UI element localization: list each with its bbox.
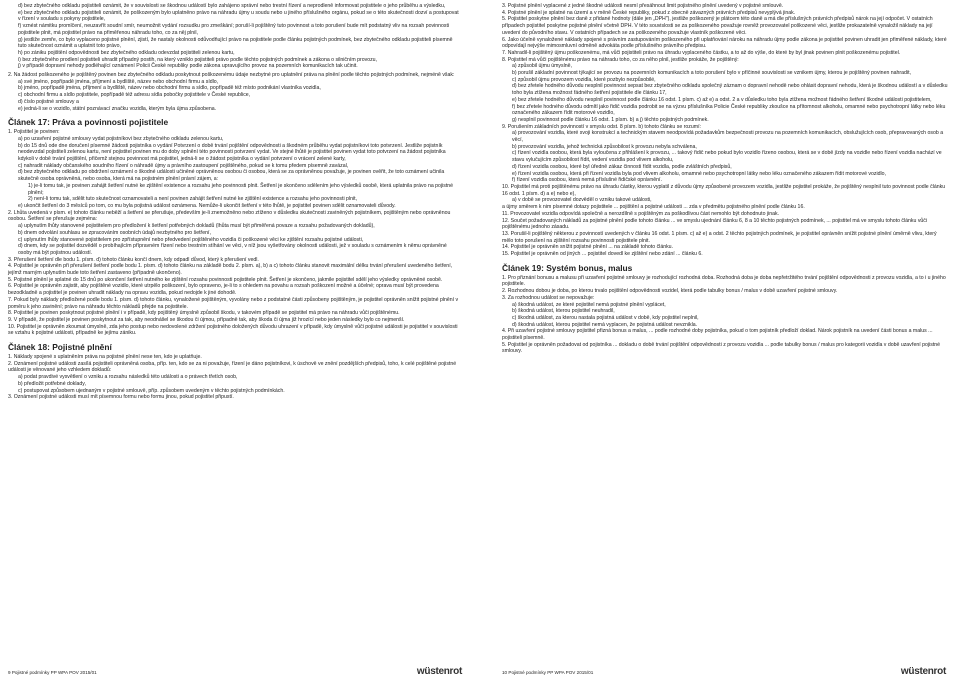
paragraph: 14. Pojistitel je oprávněn snížit pojistné plnění ... na základě tohoto článku. xyxy=(502,244,674,251)
paragraph: c) uplynutím lhůty stanovené pojistitelem pro zpřístupnění nebo předvedení pojištěného vozidla či poškozené věci ke zjištění rozsahu pojistné události, xyxy=(18,236,364,243)
right-page-label: 10 Pojistné podmínky PP WPA POV 2015/01 xyxy=(502,670,594,675)
paragraph: b) provozování vozidla, jehož technická způsobilost k provozu nebyla schválena, xyxy=(512,143,697,150)
article-18-title: Článek 18: Pojistné plnění xyxy=(8,342,112,353)
paragraph: 6. Jako účelně vynaložené náklady spojené s právním zastupováním poškozeného při uplatňování nároku na náhradu újmy podle zákona je pojistitel povinen uhradit jen přiměřené náklady, které odpovídají nejvýše mimosmluvní odměně advokáta podle příslušného právního předpisu. xyxy=(502,36,947,50)
paragraph: 15. Pojistitel je oprávněn od jiných ... pojistitel dovedl ke zjištění nebo zdání ... článku 6. xyxy=(502,251,703,258)
paragraph: d) bez zřetele hodného důvodu nesplnil povinnost sepsat bez zbytečného odkladu společný záznam o dopravní nehodě nebo ohlásit dopravní nehodu, která je škodnou událostí a v důsledku toho byla ztížena možnost řádného šetření pojistitele dle článku 17, xyxy=(512,83,948,97)
paragraph: 13. Porušil-li pojištěný některou z povinností uvedených v článku 16 odst. 1 písm. c) až e) a odst. 2 těchto pojistných podmínek, je pojistitel oprávněn snížit pojistné plnění úměrně vlivu, který mělo toto porušení na zjištění rozsahu povinnosti pojistitele plnit. xyxy=(502,230,937,244)
paragraph: 1) je-li tomu tak, je povinen zahájit šetření nutné ke zjištění existence a rozsahu jeho povinnosti plnit. Šetření je skončeno sdělením jeho výsledků osobě, která uplatnila právo na pojistné plnění; xyxy=(28,182,454,196)
paragraph: g) nesplnil povinnost podle článku 16 odst. 1 písm. b) a j) těchto pojistných podmínek. xyxy=(512,116,709,123)
right-item-8-subs xyxy=(502,63,948,123)
paragraph: c) škodná událost, za kterou nastala pojistná událost v době, kdy pojistitel neplnil, xyxy=(512,314,699,321)
paragraph: a) uplynutím lhůty stanovené pojistitelem pro předložení k šetření potřebných dokladů (lhůta musí být přiměřená povaze a rozsahu požadovaných dokladů), xyxy=(18,223,375,230)
paragraph: 3. Oznámení pojistné události musí mít písemnou formu nebo formu jinou, pokud pojistitel připustí. xyxy=(8,394,234,401)
paragraph: b) jméno, popřípadě jména, příjmení a bydliště, název nebo obchodní firmu a sídlo, popřípadě též místo podnikání vlastníka vozidla, xyxy=(18,85,321,92)
article-17-body xyxy=(8,129,462,337)
paragraph: c) řízení vozidla osobou, která byla vyloučena z přihlášení k provozu, ... takový řidič nebo pokud bylo vozidlo řízeno osobou, která se v době jízdy na vozidle nebo řízení vozidla nachází ve stavu vylučujícím způsobilost řídit, vedení vozidla pod vlivem alkoholu, xyxy=(512,150,942,164)
paragraph: 8. Pojistitel má vůči pojištěnému právo na náhradu toho, co za něho plnil, jestliže prokáže, že pojištěný: xyxy=(502,56,739,63)
paragraph: 5. Pojistitel poskytne plnění bez daně z přidané hodnoty (dále jen „DPH"), jestliže poškozený je plátcem této daně a má dle příslušných právních předpisů nárok na její odpočet. V ostatních případech pojistitel poskytne pojistné plnění včetně DPH. V této souvislosti se za poškozeného považuje rovněž provozovatel poškozené věci, jestliže prokazatelně vynaložil náklady na její uvedení do původního stavu. V ostatních případech se za poškozeného považuje vlastník poškozené věci. xyxy=(502,16,933,36)
paragraph: a) škodná událost, ze které pojistitel nemá pojistné plnění vyplácet, xyxy=(512,301,666,308)
paragraph: 4. Při uzavření pojistné smlouvy pojistitel přizná bonus a malus, ... podle rozhodné doby pojistníka, pokud o tom pojistník předloží doklad. Nárok pojistník na uvedení části bonus a malus ... pojistiteli písemně. xyxy=(502,328,933,342)
paragraph: b) do 15 dnů ode dne doručení písemné žádosti pojistníka o vydání Potvrzení o době trvání pojištění odpovědnosti a škodném průběhu vydat pojistníkovi toto potvrzení. Jestliže pojistník neodevzdal pojistiteli zelenou kartu, není pojistitel povinen mu do doby splnění této povinnosti potvrzení vydat. Ve stejné lhůtě je pojistitel povinen vydat toto potvrzení na žádost pojistníka kdykoli v době trvání pojištění, přičemž stejnou povinnost má pojistitel, jedná-li se o žádost pojistníka o vydání potvrzení o vrácení zelené karty, xyxy=(18,142,446,163)
paragraph: j) v případě dopravní nehody podléhající oznámení Policii České republiky podle zákona upravujícího provoz na pozemních komunikacích tak učinit. xyxy=(18,63,358,70)
paragraph: a) způsobil újmu úmyslně, xyxy=(512,63,572,70)
article-18-body xyxy=(8,354,462,401)
right-page xyxy=(484,0,956,680)
paragraph: a) po uzavření pojistné smlouvy vydat pojistníkovi bez zbytečného odkladu zelenou kartu, xyxy=(18,135,224,142)
paragraph: 1. Náklady spojené s uplatněním práva na pojistné plnění nese ten, kdo je uplatňuje. xyxy=(8,354,202,361)
paragraph: e) ukončit šetření do 3 měsíců po tom, co mu byla pojistná událost oznámena. Nemůže-li ukončit šetření v této lhůtě, je pojistitel povinen sdělit oznamovateli důvody. xyxy=(18,202,396,209)
paragraph: c) postupovat způsobem ujednaným v pojistné smlouvě, příp. způsobem uvedeným v těchto pojistných podmínkách. xyxy=(18,387,285,394)
paragraph: 7. Pokud byly náklady předložené podle bodu 1. písm. d) tohoto článku, vynaložené pojištěným, vyvolány nebo z podstatné části způsobeny pojištěným, je pojistitel oprávněn snížit pojistné plnění v poměru k jeho zavinění; právo na náhradu těchto nákladů přejde na pojistitele. xyxy=(8,296,459,310)
left-page-label: 9 Pojistné podmínky PP WPA POV 2015/01 xyxy=(8,670,97,675)
paragraph: 6. Pojistitel je oprávněn zajistit, aby pojištěné vozidlo, které utrpělo poškození, bylo opraveno, je-li to s ohledem na povahu a rozsah poškození možné a účelné; oprava musí být provedena bezodkladně a pojistitel je povinen uhradit náklady na opravu vozidla, pokud nedojde k jiné dohodě. xyxy=(8,283,439,297)
wustenrot-logo: wüstenrot xyxy=(416,666,462,677)
paragraph: b) škodná událost, kterou pojistitel neuhradil, xyxy=(512,308,615,315)
paragraph: 5. Pojistitel je oprávněn požadovat od pojistníka ... dokladu o době trvání pojištění odpovědnosti z provozu vozidla ... podle tabulky bonus / malus pro kategorii vozidla v době uzavření pojistné smlouvy. xyxy=(502,341,941,355)
paragraph: b) dnem odvolání souhlasu se zpracováním osobních údajů nezbytného pro šetření, xyxy=(18,229,211,236)
paragraph: f) vznést námitku promlčení, neuzavřít soudní smír, neumožnit vydání rozsudku pro zmeškání; poruší-li pojištěný tuto povinnost a toto porušení bude mít podstatný vliv na rozsah povinnosti pojistitele plnit, má pojistitel právo na přiměřenou náhradu toho, co za něj plnil, xyxy=(18,23,450,36)
paragraph: d) řízení vozidla osobou, které byl úředně zákaz činnosti řídit vozidla, podle zvláštních předpisů, xyxy=(512,163,732,170)
paragraph: g) jestliže zemře, co bylo vyplaceno pojistné plnění, zjistí, že nastaly okolnosti odůvodňující právo na pojistitele podle článku pojistných podmínek, bez zbytečného odkladu pojistiteli písemně tuto skutečnost oznámit a uplatnit toto právo, xyxy=(18,36,453,50)
paragraph: 4. Pojistitel je oprávněn při přerušení šetření podle bodu 1. písm. d) tohoto článku na základě bodu 2. písm. a), b) a c) tohoto článku stanovit maximální délku trvání přerušení uvedeného šetření, jejímž marným uplynutím bude toto šetření zastaveno (případně ukončeno). xyxy=(8,263,453,277)
paragraph: c) obchodní firmu a sídlo pojistitele, popřípadě též adresu sídla pobočky pojistitele v České republice, xyxy=(18,92,251,99)
paragraph: 10. Pojistitel má proti pojištěnému právo na úhradu částky, kterou vyplatil z důvodu újmy způsobené provozem vozidla, jestliže pojistitel prokáže, že pojištěný nesplnil tuto povinnost podle článku 16 odst. 1 písm. d) a e) nebo e), xyxy=(502,183,946,197)
paragraph: d) škodná událost, kterou pojistitel nemá vyplacen, že pojistná událost nevznikla. xyxy=(512,321,698,328)
paragraph: 1. Pojistitel je povinen: xyxy=(8,129,60,136)
paragraph: 4. Pojistné plnění je splatné na území a v měně České republiky, pokud z obecně závazných právních předpisů nevyplývá jinak. xyxy=(502,9,796,16)
paragraph: f) bez zřetele hodného důvodu odmítl jako řidič vozidla podrobit se na výzvu příslušníka Policie České republiky zkoušce na přítomnost alkoholu, omamné nebo psychotropní látky nebo léku označeného zákazem řídit motorové vozidlo, xyxy=(512,103,946,117)
paragraph: e) bez zbytečného odkladu pojistiteli oznámit, že poškozeným bylo uplatněno právo na náhradu újmy u soudu nebo u jiného příslušného orgánu, pokud se o této skutečnosti dozví a postupovat v řízení v souladu s pokyny pojistitele, xyxy=(18,9,459,23)
left-page xyxy=(0,0,472,680)
paragraph: b) předložit potřebné doklady, xyxy=(18,380,86,387)
paragraph: 8. Pojistitel je povinen poskytnout pojistné plnění i v případě, kdy pojištěný úmyslně způsobil škodu, v takovém případě se pojistitel má právo na náhradu vůči pojištěnému. xyxy=(8,310,400,317)
paragraph: d) dnem, kdy se pojistitel dozvěděl o probíhajícím přípravném řízení nebo trestním stíhání ve věci, v níž jsou vyšetřovány okolnosti události, jež v souladu s oznámením k němu oprávněné osoby má být pojistnou událostí. xyxy=(18,243,447,256)
paragraph: 9. Porušením základních povinností v smyslu odst. 8 písm. b) tohoto článku se rozumí: xyxy=(502,123,701,130)
article-19-title: Článek 19: Systém bonus, malus xyxy=(502,262,633,273)
paragraph: 2) není-li tomu tak, sdělit tuto skutečnost oznamovateli a není povinen zahájit šetření nutné ke zjištění existence a rozsahu jeho povinnosti plnit, xyxy=(28,196,358,203)
paragraph: i) bez zbytečného prodlení pojistiteli uhradit případný postih, na který vzniklo pojistiteli právo podle těchto pojistných podmínek a zákona o silničním provozu, xyxy=(18,56,377,63)
paragraph: 2. Lhůta uvedená v písm. e) tohoto článku neběží a šetření se přerušuje, především je-li znemožněno nebo ztíženo v důsledku skutečnosti zaviněných pojistníkem, pojištěným nebo oprávněnou osobou. Šetření se přerušuje zejména: xyxy=(8,209,451,223)
paragraph: 12. Součet požadovaných nákladů za pojistné plnění podle tohoto článku ... ve smyslu ujednání článku 6, 8 a 10 těchto pojistných podmínek, ... pojistitel má ve smyslu tohoto článku vůči pojištěnému jednoho zásadu. xyxy=(502,217,928,231)
paragraph: h) po zániku pojištění odpovědnosti bez zbytečného odkladu odevzdat pojistiteli zelenou kartu, xyxy=(18,49,235,56)
paragraph: 3. Přerušení šetření dle bodu 1. písm. d) tohoto článku končí dnem, kdy odpadl důvod, který k přerušení vedl. xyxy=(8,256,259,263)
right-top-items xyxy=(502,3,948,63)
paragraph: a) v době se provozovatel dozvěděl o vzniku takové události, xyxy=(512,197,652,204)
paragraph: e) řízení vozidla osobou, která při řízení vozidla byla pod vlivem alkoholu, omamné nebo psychotropní látky nebo léku označeného zákazem řídit motorové vozidlo, xyxy=(512,170,886,177)
paragraph: 1. Pro přiznání bonusu a malusu při uzavření pojistné smlouvy je rozhodující rozhodná doba. Rozhodná doba je doba nepřetržitého trvání pojištění odpovědnosti z provozu vozidla, a to i u jiného pojistitele. xyxy=(502,274,946,288)
paragraph: 5. Pojistné plnění je splatné do 15 dnů po ukončení šetření nutného ke zjištění rozsahu povinnosti pojistitele plnit. Šetření je skončeno, jakmile pojistitel sdělí jeho výsledky oprávněné osobě. xyxy=(8,276,443,283)
paragraph: d) číslo pojistné smlouvy a xyxy=(18,98,79,105)
left-top-items xyxy=(8,3,462,70)
paragraph: 9. V případě, že pojistitel je povinen poskytnout za tak, aby neodnášel se škodou či újmou, případně tak, aby škoda či újma již hrozící nebo jeden následky bylo co nejmenší. xyxy=(8,316,405,323)
left-item-2: 2. Na žádost poškozeného je pojištěný povinen bez zbytečného odkladu poskytnout poškozenému údaje nezbytné pro uplatnění práva na plnění podle těchto pojistných podmínek, nejméně však: xyxy=(8,72,455,79)
left-footer xyxy=(0,663,472,675)
paragraph: 11. Provozovatel vozidla odpovídá společně a nerozdílně s pojištěným za poškodlivou část nemohlo být dohodnuto jinak. xyxy=(502,210,780,217)
wustenrot-logo: wüstenrot xyxy=(900,666,946,677)
paragraph: 3. Pojistné plnění vyplacené z jedné škodné události nesmí přesáhnout limit pojistného plnění uvedený v pojistné smlouvě. xyxy=(502,3,784,9)
paragraph: c) způsobil újmu provozem vozidla, které pozbylo nezpůsobilé, xyxy=(512,76,656,83)
paragraph: a újmy směrem k nim písemné dotazy pojistitele ... pojištění a pojistné události ... zda v předmětu pojistného plnění podle článku 16. xyxy=(502,204,805,211)
right-footer xyxy=(484,663,956,675)
paragraph: d) bez zbytečného odkladu po obdržení oznámení o škodné události učiněné oprávněnou osobou či osobou, která se za oprávněnou považuje, je povinen ověřit, že toto oznámení učinila skutečně osoba oprávněná, nebo osoba, která má na pojistném plnění právní zájem, a: xyxy=(18,169,445,183)
article-17-title: Článek 17: Práva a povinnosti pojistitele xyxy=(8,117,169,128)
paragraph: e) bez zřetele hodného důvodu nesplnil povinnost podle článku 16 odst. 1 písm. c) až e) a odst. 2 a v důsledku toho byla ztížena možnost řádného šetření škodné události pojistitelem, xyxy=(512,96,932,103)
right-items-b xyxy=(502,124,948,258)
paragraph: a) své jméno, popřípadě jména, příjmení a bydliště, název nebo obchodní firmu a sídlo, xyxy=(18,78,219,85)
paragraph: d) bez zbytečného odkladu pojistiteli oznámit, že v souvislosti se škodnou událostí bylo zahájeno správní nebo trestní řízení a neprodleně informovat pojistitele o jeho průběhu a výsledku, xyxy=(18,3,446,9)
paragraph: e) jedná-li se o vozidlo, státní poznávací značku vozidla, kterým byla újma způsobena. xyxy=(18,105,217,112)
paragraph: 2. Rozhodnou dobou je doba, po kterou trvalo pojištění odpovědnosti vozidel, která podle tabulky bonus / malus v době uzavření pojistné smlouvy. xyxy=(502,288,838,295)
paragraph: 2. Oznámení pojistné události zasílá pojistiteli oprávněná osoba, příp. ten, kdo se za ni považuje, řízení je dáno pojistníkovi, k úschově ve znění pozdějších předpisů, toho, k celé pojištěné pojistné události je věnované jeho vzhledem dokladů: xyxy=(8,360,457,374)
paragraph: b) porušil základní povinnost týkající se provozu na pozemních komunikacích a toto porušení bylo v příčinné souvislosti se vznikem újmy, kterou je pojištěný povinen nahradit, xyxy=(512,70,911,77)
paragraph: 10. Pojistitel je oprávněn zkoumat úmyslně, zda jeho postup nebo nedovolené zdržení pojistného doložených důvodu uhrazení v případě, kdy úmyslně vůči pojistné události je pojistitel v souvislosti se vztahu k pojistné události, případně ke jejímu zániku. xyxy=(8,323,458,337)
article-19-body xyxy=(502,275,948,355)
paragraph: c) nahradit náklady občanského soudního řízení o náhradě újmy a právního zastoupení pojištěného, pokud se k tomu předem písemně zavázal, xyxy=(18,162,349,169)
paragraph: 3. Za rozhodnou událost se nepovažuje: xyxy=(502,294,595,301)
paragraph: a) podat pravdivé vysvětlení o vzniku a rozsahu následků této události a o právech třetích osob, xyxy=(18,374,238,381)
paragraph: f) řízení vozidla osobou, která nemá příslušné řidičské oprávnění. xyxy=(512,177,662,184)
paragraph: a) provozování vozidla, které svoji konstrukcí a technickým stavem neodpovídá požadavkům bezpečnosti provozu na pozemních komunikacích, obslužujících osob, přepravovaných osob a věcí, xyxy=(512,130,944,144)
left-item-2-subs xyxy=(8,79,462,113)
paragraph: 7. Nahradil-li pojištěný újmu poškozenému, má vůči pojistiteli právo na úhradu vyplaceného částku, a to až do výše, do které by byl jinak povinen plnit poškozenému pojistitel. xyxy=(502,49,901,56)
